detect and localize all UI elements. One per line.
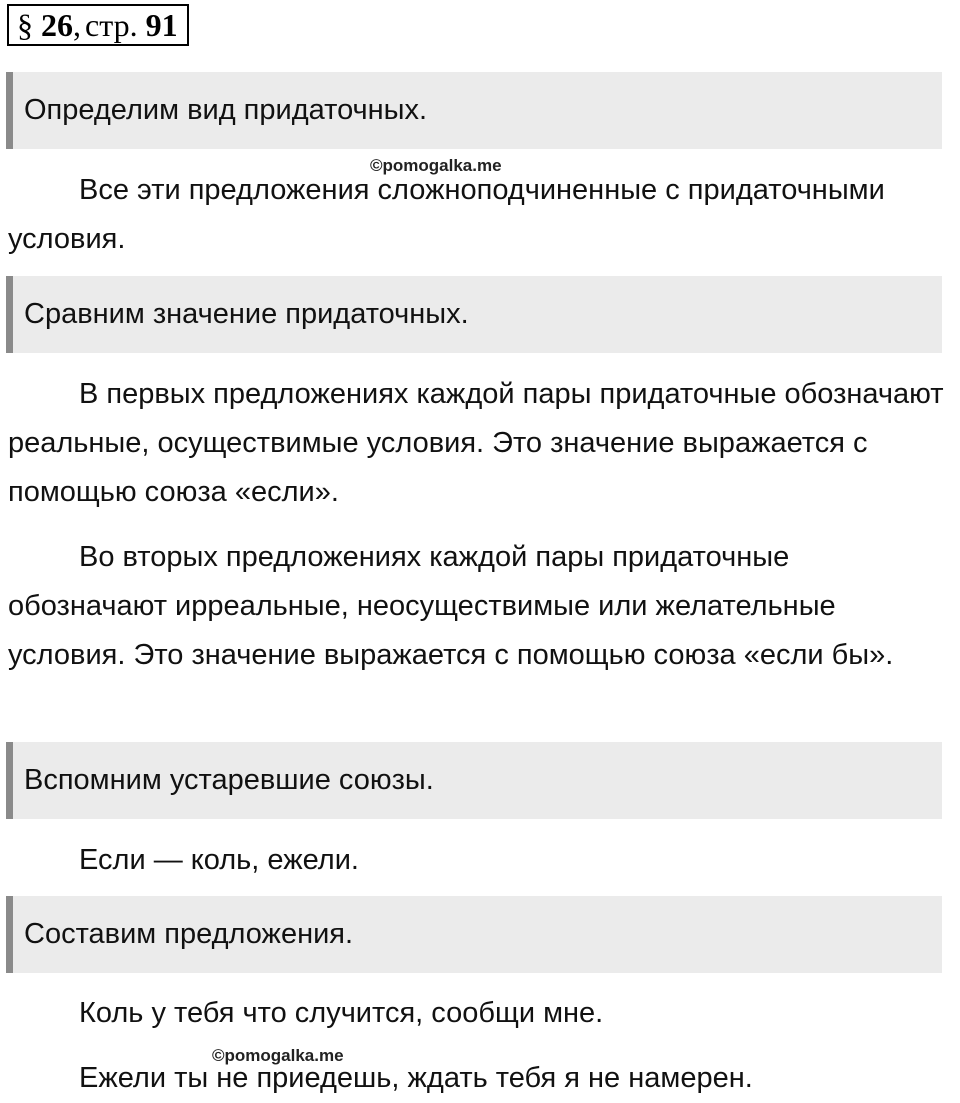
step1-title-band [6,72,942,149]
step1-title: Определим вид придаточных. [24,94,428,126]
step4-example-2: Ежели ты не приедешь, ждать тебя я не намерен. [79,1062,753,1094]
step4-title: Составим предложения. [24,918,354,950]
step3-text: Если — коль, ежели. [79,844,359,876]
section-page-header [7,4,189,46]
watermark-bottom: ©pomogalka.me [212,1046,344,1065]
section-number: 26 [41,6,73,43]
step1-text: Все эти предложения сложноподчиненные с придаточными условия. [8,174,885,255]
step2-text-a: В первых предложениях каждой пары придаточные обозначают реальные, осуществимые условия. Это значение выражается с помощью союза «если». [8,378,944,508]
step2-title-band [6,276,942,353]
section-symbol: § [17,6,33,43]
watermark-top: ©pomogalka.me [370,156,502,175]
header-separator: , [73,6,81,43]
step4-title-band [6,896,942,973]
step2-text-b: Во вторых предложениях каждой пары придаточные обозначают ирреальные, неосуществимые или желательные условия. Это значение выражается с помощью союза «если бы». [8,541,894,671]
step3-title-band [6,742,942,819]
page-prefix: стр. [85,6,138,43]
step3-title: Вспомним устаревшие союзы. [24,764,434,796]
step2-title: Сравним значение придаточных. [24,298,469,330]
step4-example-1: Коль у тебя что случится, сообщи мне. [79,997,604,1029]
page-number: 91 [145,6,178,43]
